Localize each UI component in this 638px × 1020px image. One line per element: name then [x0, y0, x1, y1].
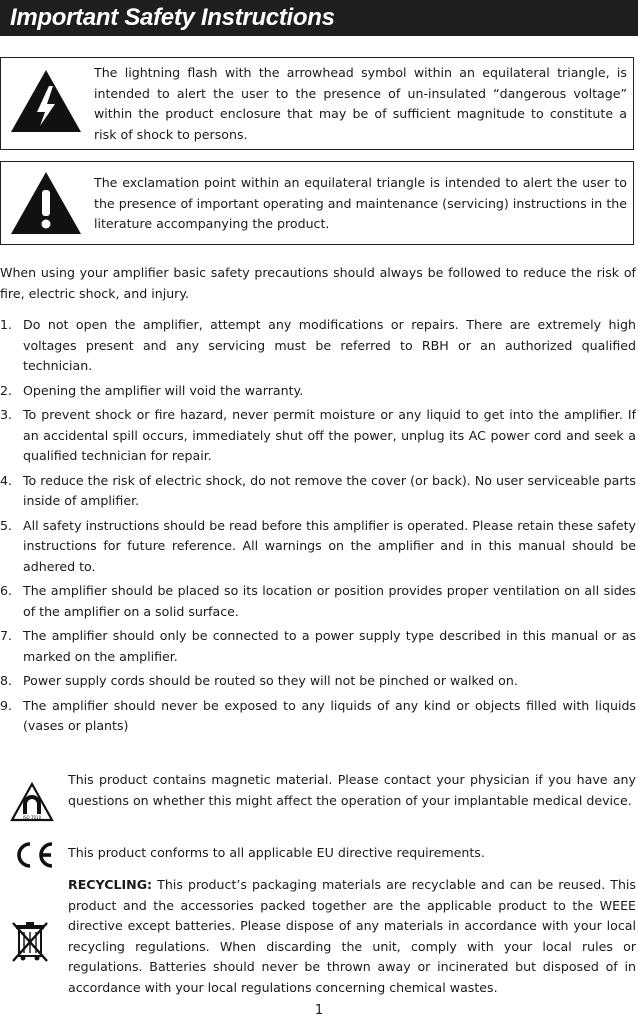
list-item	[0, 671, 636, 692]
list-text: Do not open the amplifier, attempt any modifications or repairs. There are extremely high voltages present and any servicing must be referred to RBH or an authorized qualified technician.	[23, 317, 636, 373]
page-number: 1	[314, 1003, 324, 1018]
list-number: 6.	[0, 583, 13, 598]
list-number: 5.	[0, 517, 13, 533]
list-text: Opening the amplifier will void the warranty.	[23, 382, 304, 398]
magnet-icon-label: ISO 7010	[22, 815, 42, 820]
ce-notice-text: This product conforms to all applicable EU directive requirements.	[68, 845, 485, 860]
list-item	[0, 696, 636, 737]
magnetic-notice	[0, 770, 636, 830]
lightning-warning-text: The lightning flash with the arrowhead symbol within an equilateral triangle, is intended to alert the user to the presence of un-insulated “dangerous voltage” within the product enclosure that may be of sufficient magnitude to constitute a risk of shock to persons.	[94, 65, 627, 142]
instruction-list	[0, 315, 636, 741]
list-item	[0, 405, 636, 467]
list-item	[0, 471, 636, 512]
ce-mark-icon	[10, 840, 56, 870]
intro-paragraph: When using your amplifier basic safety precautions should always be followed to reduce the risk of fire, electric shock, and injury.	[0, 265, 636, 301]
list-text: Power supply cords should be routed so they will not be pinched or walked on.	[23, 673, 518, 688]
electric-shock-warning-icon	[9, 68, 83, 134]
ce-notice	[0, 843, 636, 873]
list-text: The amplifier should only be connected to a power supply type described in this manual or as marked on the amplifier.	[23, 628, 636, 664]
list-text: To prevent shock or fire hazard, never permit moisture or any liquid to get into the amplifier. If an accidental spill occurs, immediately shut off the power, unplug its AC power cord and seek a qualified technician for repair.	[23, 407, 636, 463]
list-number: 9.	[0, 697, 13, 713]
lightning-warning-box	[0, 57, 634, 150]
recycling-notice-text	[68, 875, 636, 998]
weee-bin-icon	[10, 920, 50, 964]
recycling-notice	[0, 875, 636, 1000]
list-text: The amplifier should be placed so its location or position provides proper ventilation on all sides of the amplifier on a solid surface.	[23, 583, 636, 619]
list-number: 4.	[0, 472, 13, 488]
list-item	[0, 626, 636, 667]
exclamation-warning-icon	[9, 170, 83, 236]
list-item	[0, 581, 636, 622]
exclamation-warning-text: The exclamation point within an equilateral triangle is intended to alert the user to the presence of important operating and maintenance (servicing) instructions in the literature accompanying the product.	[94, 175, 627, 231]
header-bar	[0, 0, 638, 36]
list-text: All safety instructions should be read before this amplifier is operated. Please retain these safety instructions for future reference. All warnings on the amplifier and in this manual should be adhered to.	[23, 517, 636, 574]
exclamation-warning-box	[0, 161, 634, 245]
list-item	[0, 315, 636, 377]
list-number: 8.	[0, 673, 13, 688]
list-number: 2.	[0, 382, 13, 398]
list-item	[0, 516, 636, 578]
list-number: 1.	[0, 317, 13, 332]
list-number: 3.	[0, 407, 13, 422]
page-title: Important Safety Instructions	[10, 4, 335, 31]
magnet-warning-icon	[10, 782, 54, 822]
list-number: 7.	[0, 628, 13, 643]
list-text: The amplifier should never be exposed to any liquids of any kind or objects filled with liquids (vases or plants)	[23, 697, 636, 733]
recycling-body: This product’s packaging materials are recyclable and can be reused. This product and the accessories packed together are the applicable product to the WEEE directive except batteries. Please dispose of any materials in accordance with your local recycling regulations. When discarding the unit, comply with your local rules or regulations. Batteries should never be thrown away or incinerated but disposed of in accordance with your local regulations concerning chemical wastes.	[68, 877, 636, 995]
list-text: To reduce the risk of electric shock, do not remove the cover (or back). No user serviceable parts inside of amplifier.	[23, 472, 636, 508]
recycling-label: RECYCLING:	[68, 877, 153, 892]
magnetic-notice-text: This product contains magnetic material. Please contact your physician if you have any questions on whether this might affect the operation of your implantable medical device.	[68, 772, 636, 808]
list-item	[0, 381, 636, 402]
